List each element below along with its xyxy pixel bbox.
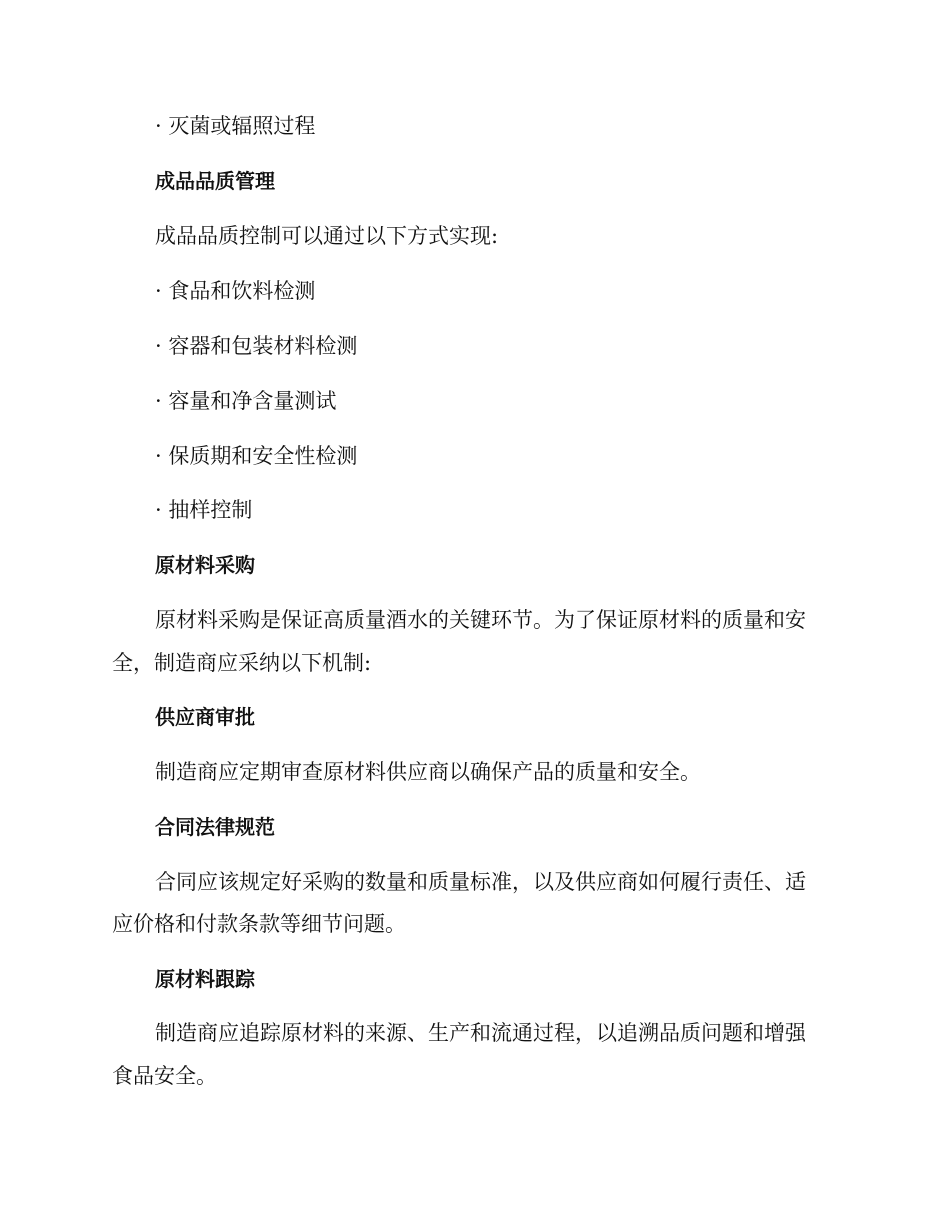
paragraph-contract-line-1: 合同应该规定好采购的数量和质量标准，以及供应商如何履行责任、适 xyxy=(155,870,806,894)
paragraph-tracking-line-1: 制造商应追踪原材料的来源、生产和流通过程，以追溯品质问题和增强 xyxy=(155,1021,806,1045)
bullet-container-packaging-testing: · 容器和包装材料检测 xyxy=(155,334,358,358)
paragraph-tracking-line-2: 食品安全。 xyxy=(112,1064,217,1088)
paragraph-procurement-line-1: 原材料采购是保证高质量酒水的关键环节。为了保证原材料的质量和安 xyxy=(155,608,806,632)
paragraph-supplier-approval: 制造商应定期审查原材料供应商以确保产品的质量和安全。 xyxy=(155,760,701,784)
bullet-sterilization: · 灭菌或辐照过程 xyxy=(155,114,316,138)
bullet-sampling-control: · 抽样控制 xyxy=(155,498,253,522)
heading-raw-material-procurement: 原材料采购 xyxy=(155,553,255,577)
bullet-shelf-life-safety-testing: · 保质期和安全性检测 xyxy=(155,444,358,468)
heading-contract-legal: 合同法律规范 xyxy=(155,815,275,839)
bullet-volume-net-content-test: · 容量和净含量测试 xyxy=(155,389,337,413)
heading-raw-material-tracking: 原材料跟踪 xyxy=(155,967,255,991)
bullet-food-beverage-testing: · 食品和饮料检测 xyxy=(155,279,316,303)
paragraph-quality-control-intro: 成品品质控制可以通过以下方式实现: xyxy=(155,224,499,248)
heading-finished-product-quality: 成品品质管理 xyxy=(155,169,275,193)
paragraph-procurement-line-2: 全，制造商应采纳以下机制: xyxy=(112,651,372,675)
paragraph-contract-line-2: 应价格和付款条款等细节问题。 xyxy=(112,912,406,936)
heading-supplier-approval: 供应商审批 xyxy=(155,705,255,729)
